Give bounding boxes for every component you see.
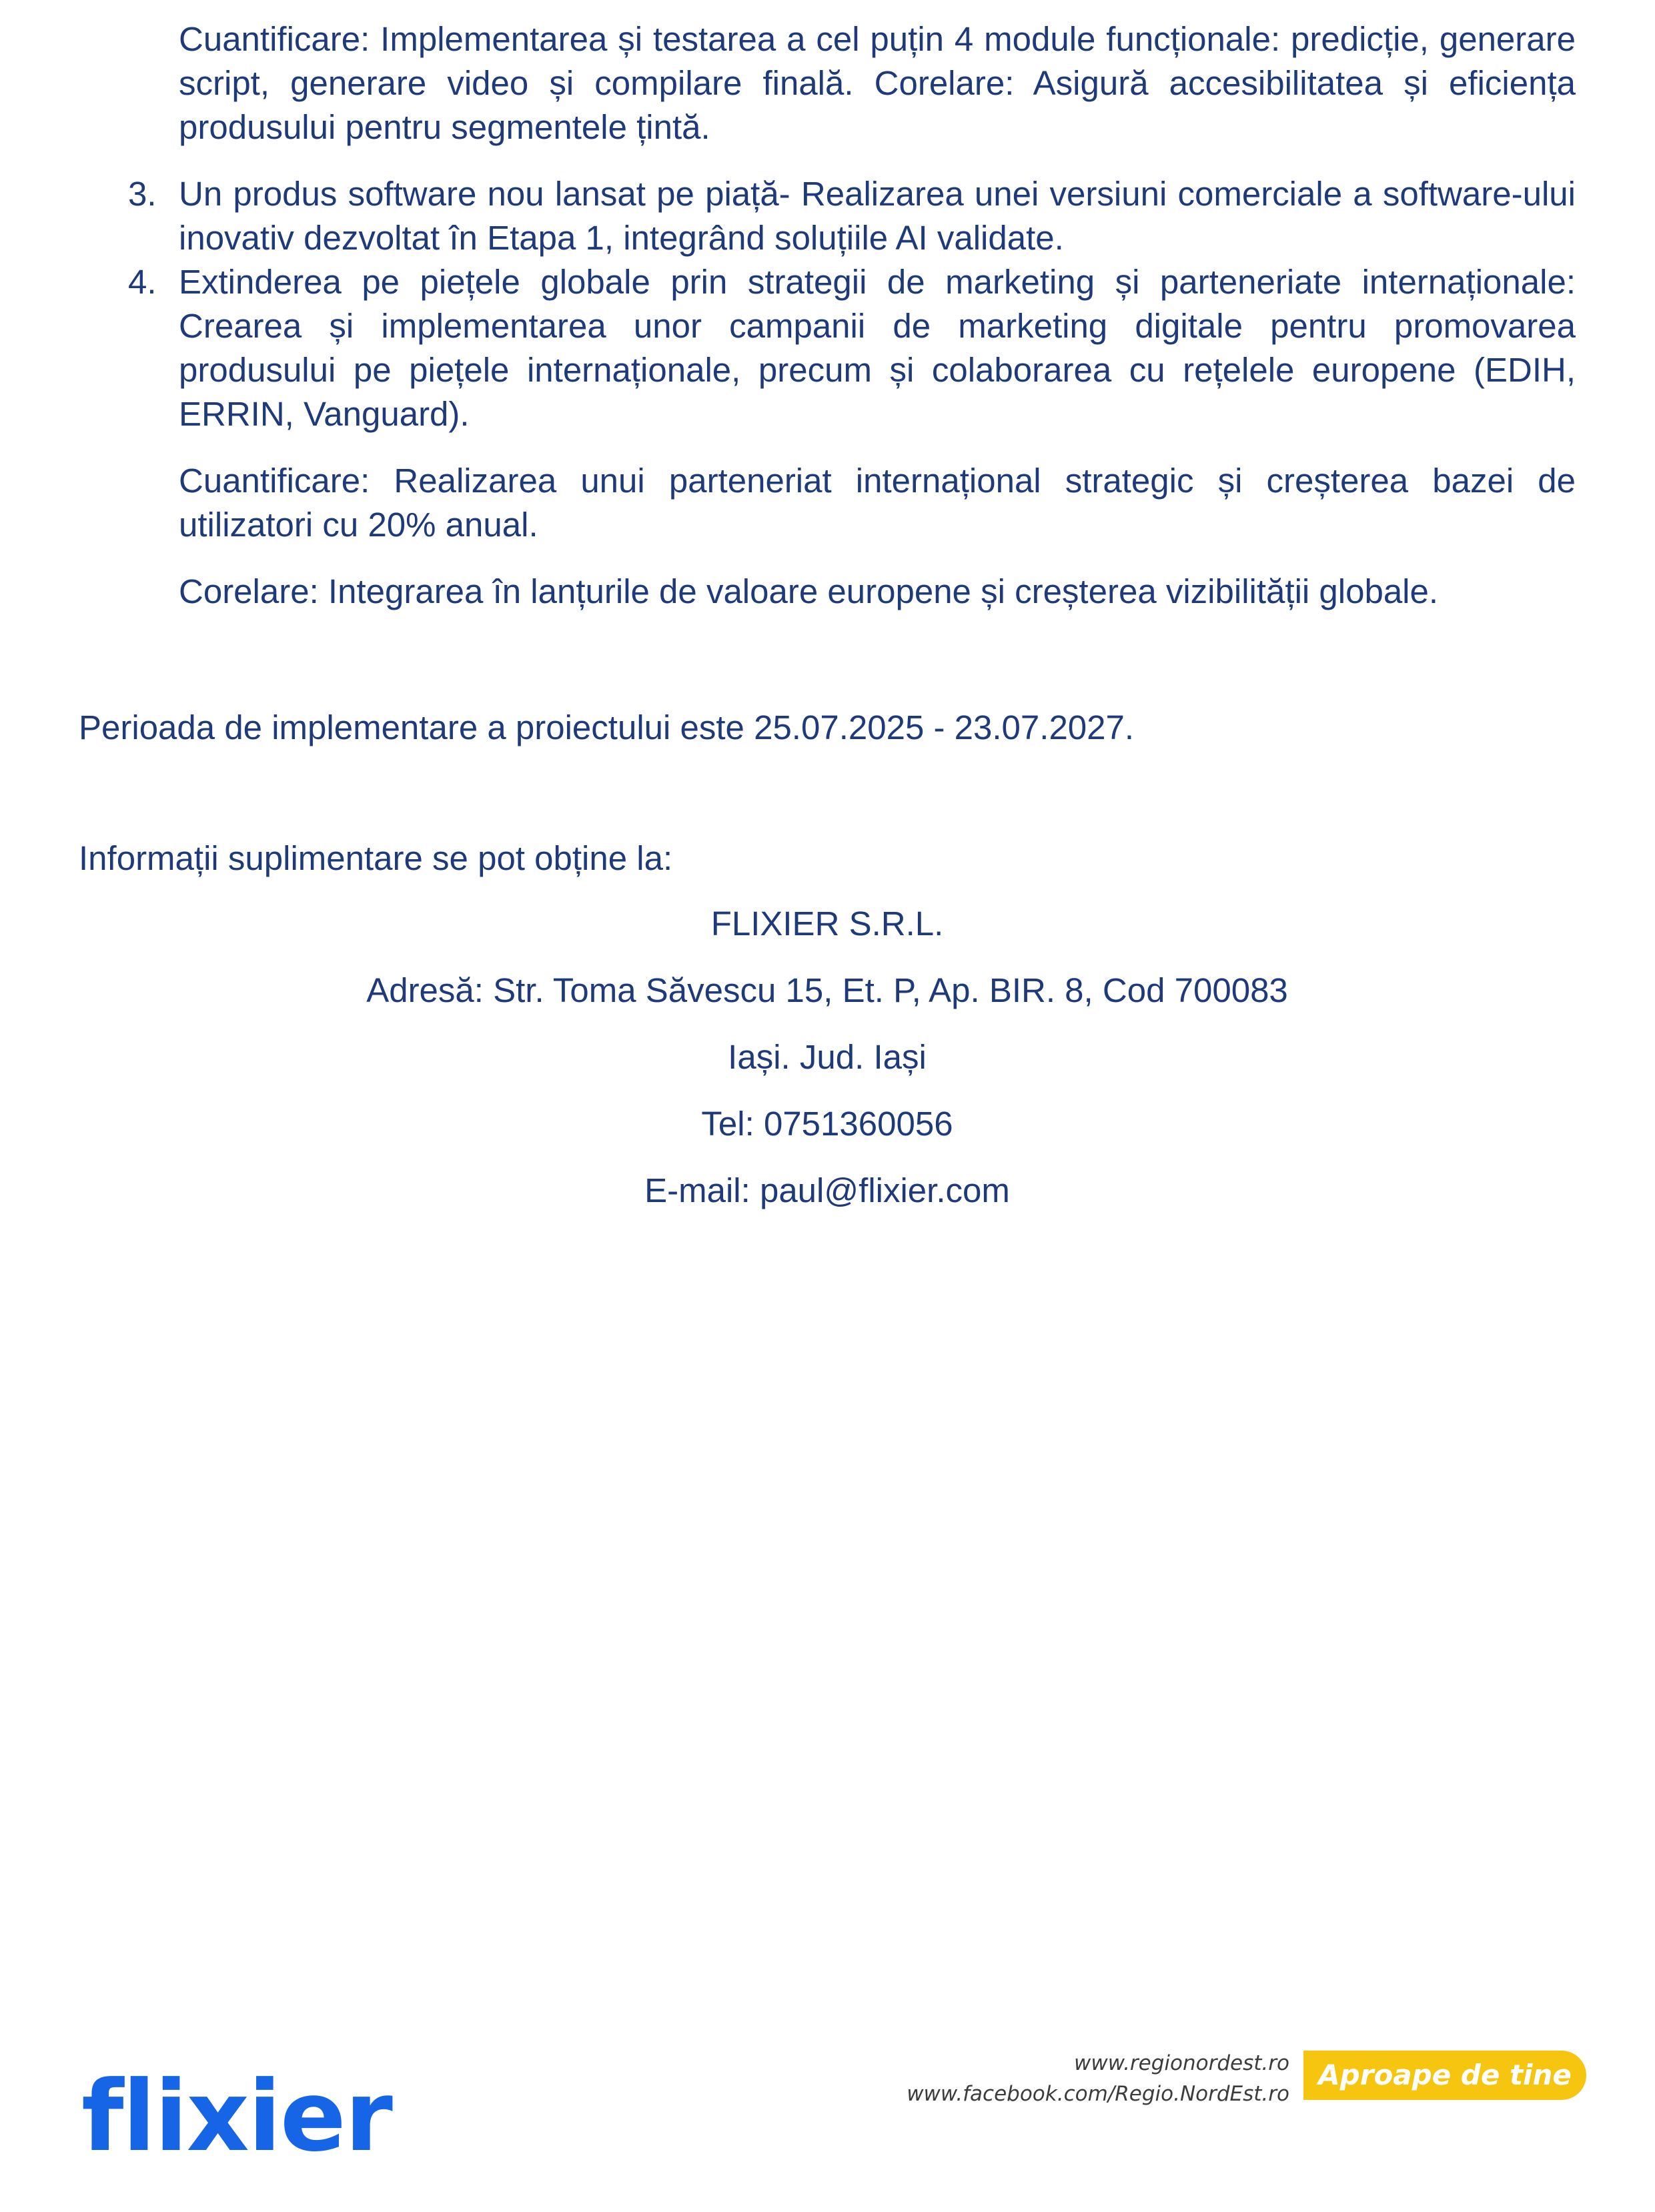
list-item-text: Un produs software nou lansat pe piață- Realizarea unei versiuni comerciale a software-ului inovativ dezvoltat în Etapa 1, integrând soluțiile AI validate. bbox=[179, 175, 1576, 257]
quantification-paragraph-1: Cuantificare: Implementarea și testarea a cel puțin 4 module funcționale: predicție, generare script, generare video și compilare finală. Corelare: Asigură accesibilitatea și eficiența produsului pentru segmentele țintă. bbox=[179, 20, 1576, 146]
regio-facebook-link[interactable]: www.facebook.com/Regio.NordEst.ro bbox=[907, 2082, 1289, 2106]
regio-website-link[interactable]: www.regionordest.ro bbox=[1074, 2051, 1289, 2075]
implementation-period: Perioada de implementare a proiectului este 25.07.2025 - 23.07.2027. bbox=[79, 708, 1135, 746]
aproape-de-tine-badge: Aproape de tine bbox=[1303, 2051, 1586, 2100]
company-email[interactable]: E-mail: paul@flixier.com bbox=[644, 1171, 1010, 1209]
objectives-list bbox=[79, 172, 1576, 436]
company-address: Adresă: Str. Toma Săvescu 15, Et. P, Ap. BIR. 8, Cod 700083 bbox=[366, 971, 1288, 1009]
list-item bbox=[79, 172, 1576, 260]
company-phone: Tel: 0751360056 bbox=[701, 1105, 953, 1143]
contact-block bbox=[79, 902, 1576, 1213]
company-name: FLIXIER S.R.L. bbox=[710, 905, 944, 943]
document-body bbox=[79, 13, 1576, 1235]
company-city: Iași. Jud. Iași bbox=[728, 1038, 927, 1076]
flixier-logo: flixier bbox=[81, 2060, 392, 2173]
footer-links bbox=[907, 2048, 1289, 2109]
correlation-paragraph: Corelare: Integrarea în lanțurile de valoare europene și creșterea vizibilității globale. bbox=[179, 572, 1439, 610]
list-item-number: 3. bbox=[128, 175, 157, 213]
list-item-text: Extinderea pe piețele globale prin strategii de marketing și parteneriate internaționale: Crearea și implementarea unor campanii de marketing digitale pentru promovarea produsului pe piețele internaționale, precum și colaborarea cu rețelele europene (EDIH, ERRIN, Vanguard). bbox=[179, 263, 1576, 433]
list-item bbox=[79, 260, 1576, 436]
info-heading: Informații suplimentare se pot obține la: bbox=[79, 839, 673, 877]
list-item-number: 4. bbox=[128, 263, 157, 301]
quantification-paragraph-2: Cuantificare: Realizarea unui parteneriat internațional strategic și creșterea bazei de utilizatori cu 20% anual. bbox=[179, 462, 1576, 544]
